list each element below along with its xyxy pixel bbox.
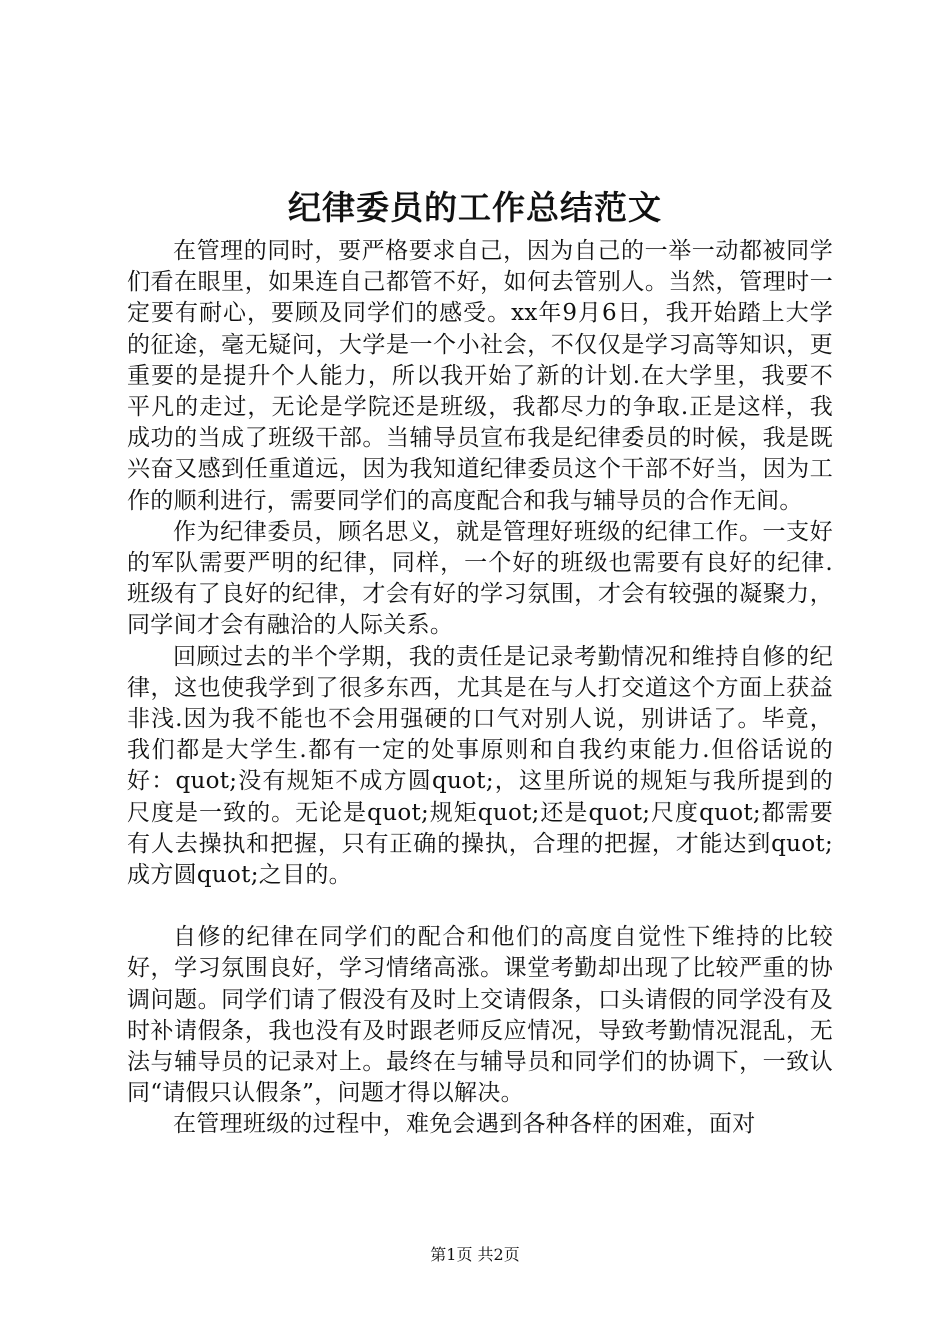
paragraph-4: 自修的纪律在同学们的配合和他们的高度自觉性下维持的比较好，学习氛围良好，学习情绪高涨。课堂考勤却出现了比较严重的协调问题。同学们请了假没有及时上交请假条，口头请假的同学没有及时补请假条，我也没有及时跟老师反应情况，导致考勤情况混乱，无法与辅导员的记录对上。最终在与辅导员和同学们的协调下，一致认同“请假只认假条”，问题才得以解决。	[127, 924, 833, 1107]
paragraph-5: 在管理班级的过程中，难免会遇到各种各样的困难，面对	[173, 1111, 756, 1138]
document-body	[127, 236, 833, 1141]
paragraph-2: 作为纪律委员，顾名思义，就是管理好班级的纪律工作。一支好的军队需要严明的纪律，同样，一个好的班级也需要有良好的纪律.班级有了良好的纪律，才会有好的学习氛围，才会有较强的凝聚力，同学间才会有融洽的人际关系。	[127, 518, 833, 639]
document-title: 纪律委员的工作总结范文	[288, 188, 662, 227]
page-number-footer: 第1页 共2页	[430, 1245, 520, 1264]
paragraph-3: 回顾过去的半个学期，我的责任是记录考勤情况和维持自修的纪律，这也使我学到了很多东西，尤其是在与人打交道这个方面上获益非浅.因为我不能也不会用强硬的口气对别人说，别讲话了。毕竟，我们都是大学生.都有一定的处事原则和自我约束能力.但俗话说的好：quot;没有规矩不成方圆quot;，这里所说的规矩与我所提到的尺度是一致的。无论是quot;规矩quot;还是quot;尺度quot;都需要有人去操执和把握，只有正确的操执，合理的把握，才能达到quot;成方圆quot;之目的。	[127, 643, 833, 889]
paragraph-1: 在管理的同时，要严格要求自己，因为自己的一举一动都被同学们看在眼里，如果连自己都管不好，如何去管别人。当然，管理时一定要有耐心，要顾及同学们的感受。xx年9月6日，我开始踏上大学的征途，毫无疑问，大学是一个小社会，不仅仅是学习高等知识，更重要的是提升个人能力，所以我开始了新的计划.在大学里，我要不平凡的走过，无论是学院还是班级，我都尽力的争取.正是这样，我成功的当成了班级干部。当辅导员宣布我是纪律委员的时候，我是既兴奋又感到任重道远，因为我知道纪律委员这个干部不好当，因为工作的顺利进行，需要同学们的高度配合和我与辅导员的合作无间。	[127, 238, 833, 514]
